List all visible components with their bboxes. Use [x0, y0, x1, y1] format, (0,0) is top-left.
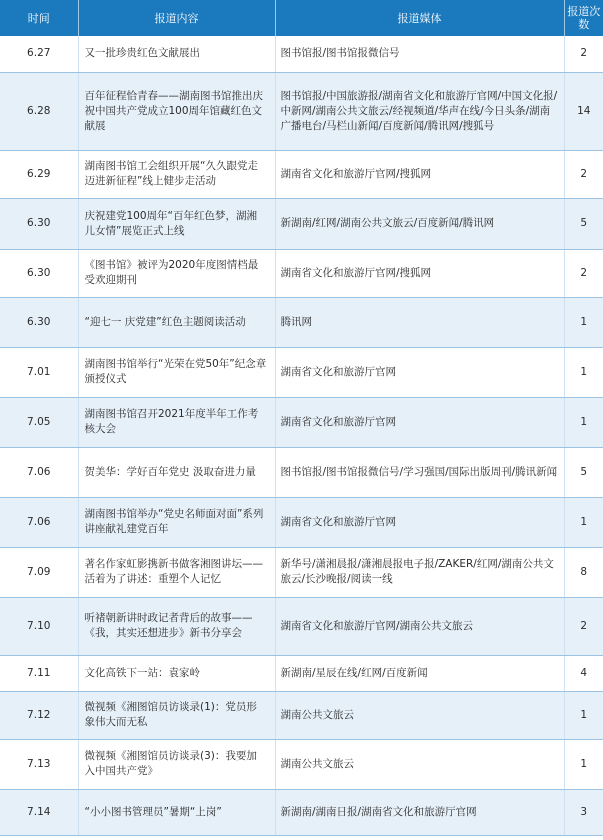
row-count: 1 [564, 691, 603, 739]
row-media: 湖南省文化和旅游厅官网 [275, 347, 564, 397]
row-content: 庆祝建党100周年“百年红色梦，湖湘儿女情”展览正式上线 [78, 198, 275, 249]
row-content: “迎七一 庆党建”红色主题阅读活动 [78, 297, 275, 347]
table-row [0, 497, 603, 547]
row-media: 新华号/潇湘晨报/潇湘晨报电子报/ZAKER/红网/湖南公共文旅云/长沙晚报/阅读一线 [275, 547, 564, 597]
row-date: 6.30 [0, 297, 78, 347]
row-content: “小小图书管理员”暑期“上岗” [78, 789, 275, 835]
row-content: 湖南图书馆工会组织开展“久久跟党走 迈进新征程”线上健步走活动 [78, 150, 275, 198]
header-count: 报道次数 [564, 0, 603, 36]
row-media: 新湖南/红网/湖南公共文旅云/百度新闻/腾讯网 [275, 198, 564, 249]
row-date: 6.29 [0, 150, 78, 198]
table-row [0, 547, 603, 597]
row-count: 5 [564, 447, 603, 497]
header-date: 时间 [0, 0, 78, 36]
row-date: 6.27 [0, 36, 78, 72]
row-media: 湖南省文化和旅游厅官网/湖南公共文旅云 [275, 597, 564, 655]
row-content: 听褚朝新讲时政记者背后的故事——《我，其实还想进步》新书分享会 [78, 597, 275, 655]
row-media: 新湖南/湖南日报/湖南省文化和旅游厅官网 [275, 789, 564, 835]
table-row [0, 597, 603, 655]
row-date: 7.10 [0, 597, 78, 655]
row-date: 7.06 [0, 447, 78, 497]
table-header [0, 0, 603, 36]
row-date: 7.13 [0, 739, 78, 789]
table-row [0, 789, 603, 835]
row-media: 湖南省文化和旅游厅官网 [275, 497, 564, 547]
row-content: 湖南图书馆举办“党史名师面对面”系列讲座献礼建党百年 [78, 497, 275, 547]
row-content: 又一批珍贵红色文献展出 [78, 36, 275, 72]
row-media: 湖南省文化和旅游厅官网/搜狐网 [275, 150, 564, 198]
row-media: 湖南公共文旅云 [275, 739, 564, 789]
row-count: 3 [564, 789, 603, 835]
row-count: 1 [564, 497, 603, 547]
row-content: 著名作家虹影携新书做客湘图讲坛——活着为了讲述：重塑个人记忆 [78, 547, 275, 597]
table-row [0, 150, 603, 198]
row-media: 图书馆报/图书馆报微信号 [275, 36, 564, 72]
row-date: 7.05 [0, 397, 78, 447]
row-media: 腾讯网 [275, 297, 564, 347]
row-media: 图书馆报/图书馆报微信号/学习强国/国际出版周刊/腾讯新闻 [275, 447, 564, 497]
table-row [0, 447, 603, 497]
header-media: 报道媒体 [275, 0, 564, 36]
row-content: 百年征程恰青春——湖南图书馆推出庆祝中国共产党成立100周年馆藏红色文献展 [78, 72, 275, 150]
table-row [0, 739, 603, 789]
header-content: 报道内容 [78, 0, 275, 36]
row-content: 贺美华：学好百年党史 汲取奋进力量 [78, 447, 275, 497]
row-content: 微视频《湘图馆员访谈录(1)：党员形象伟大而无私 [78, 691, 275, 739]
row-date: 7.09 [0, 547, 78, 597]
table-row [0, 397, 603, 447]
table-row [0, 347, 603, 397]
row-content: 文化高铁下一站：袁家岭 [78, 655, 275, 691]
row-content: 微视频《湘图馆员访谈录(3)：我要加入中国共产党》 [78, 739, 275, 789]
row-date: 7.11 [0, 655, 78, 691]
row-count: 8 [564, 547, 603, 597]
row-date: 6.28 [0, 72, 78, 150]
table-row [0, 36, 603, 72]
row-count: 1 [564, 397, 603, 447]
row-count: 1 [564, 347, 603, 397]
table-body [0, 36, 603, 835]
row-count: 5 [564, 198, 603, 249]
row-content: 《图书馆》被评为2020年度图情档最受欢迎期刊 [78, 249, 275, 297]
row-date: 6.30 [0, 198, 78, 249]
table-row [0, 297, 603, 347]
row-media: 湖南省文化和旅游厅官网/搜狐网 [275, 249, 564, 297]
row-media: 新湖南/星辰在线/红网/百度新闻 [275, 655, 564, 691]
row-content: 湖南图书馆召开2021年度半年工作考核大会 [78, 397, 275, 447]
table-row [0, 691, 603, 739]
row-date: 7.06 [0, 497, 78, 547]
table-row [0, 72, 603, 150]
row-count: 14 [564, 72, 603, 150]
row-content: 湖南图书馆举行“光荣在党50年”纪念章颁授仪式 [78, 347, 275, 397]
row-date: 6.30 [0, 249, 78, 297]
table-row [0, 198, 603, 249]
row-media: 湖南公共文旅云 [275, 691, 564, 739]
row-count: 2 [564, 597, 603, 655]
row-date: 7.12 [0, 691, 78, 739]
row-count: 2 [564, 150, 603, 198]
row-count: 1 [564, 739, 603, 789]
row-count: 2 [564, 249, 603, 297]
table-row [0, 249, 603, 297]
row-date: 7.01 [0, 347, 78, 397]
header-row [0, 0, 603, 36]
row-media: 图书馆报/中国旅游报/湖南省文化和旅游厅官网/中国文化报/中新网/湖南公共文旅云/经视频道/华声在线/今日头条/湖南广播电台/马栏山新闻/百度新闻/腾讯网/搜狐号 [275, 72, 564, 150]
row-date: 7.14 [0, 789, 78, 835]
row-count: 1 [564, 297, 603, 347]
row-count: 4 [564, 655, 603, 691]
table-row [0, 655, 603, 691]
row-media: 湖南省文化和旅游厅官网 [275, 397, 564, 447]
row-count: 2 [564, 36, 603, 72]
